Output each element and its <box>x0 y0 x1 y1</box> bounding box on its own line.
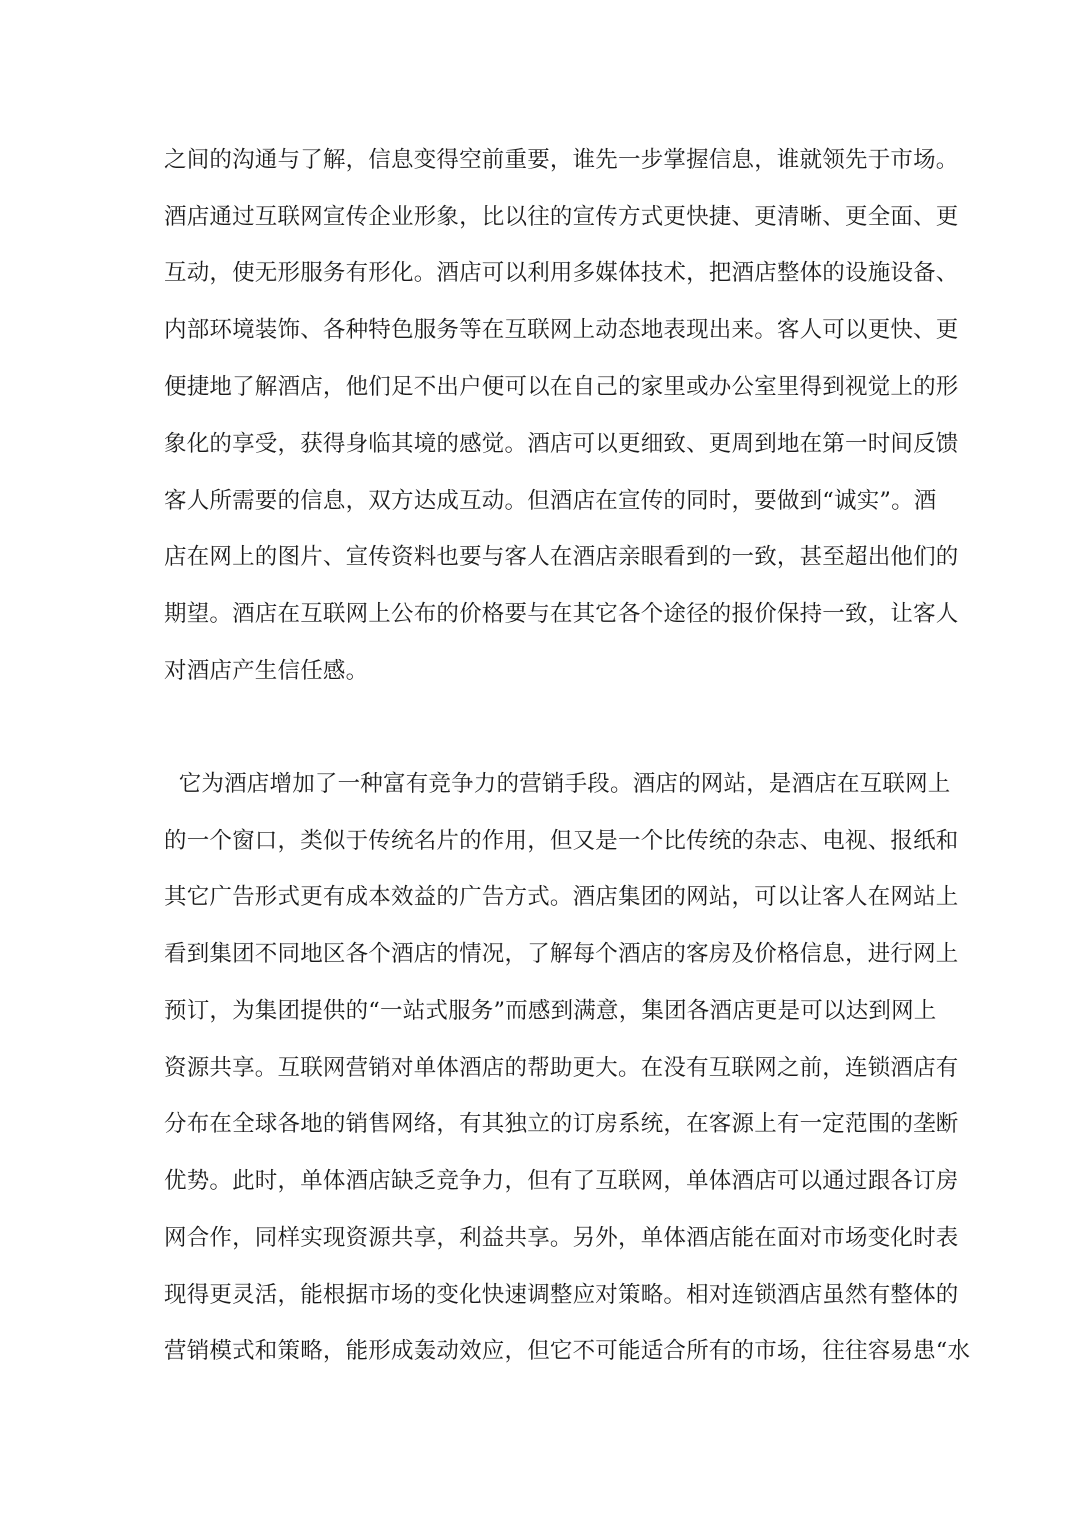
paragraph-1-line: 客人所需要的信息，双方达成互动。但酒店在宣传的同时，要做到“诚实”。酒 <box>164 488 937 514</box>
paragraph-2-line: 其它广告形式更有成本效益的广告方式。酒店集团的网站，可以让客人在网站上 <box>164 884 959 910</box>
paragraph-2-line: 看到集团不同地区各个酒店的情况，了解每个酒店的客房及价格信息，进行网上 <box>164 941 959 967</box>
paragraph-1-line: 对酒店产生信任感。 <box>164 658 369 684</box>
paragraph-2-line: 的一个窗口，类似于传统名片的作用，但又是一个比传统的杂志、电视、报纸和 <box>164 828 959 854</box>
paragraph-2-line: 营销模式和策略，能形成轰动效应，但它不可能适合所有的市场，往往容易患“水 <box>164 1338 971 1364</box>
paragraph-2-line: 预订，为集团提供的“一站式服务”而感到满意，集团各酒店更是可以达到网上 <box>164 998 937 1024</box>
paragraph-1-line: 期望。酒店在互联网上公布的价格要与在其它各个途径的报价保持一致，让客人 <box>164 601 959 627</box>
paragraph-1-line: 便捷地了解酒店，他们足不出户便可以在自己的家里或办公室里得到视觉上的形 <box>164 374 959 400</box>
paragraph-1-line: 象化的享受，获得身临其境的感觉。酒店可以更细致、更周到地在第一时间反馈 <box>164 431 959 457</box>
paragraph-2-line: 分布在全球各地的销售网络，有其独立的订房系统，在客源上有一定范围的垄断 <box>164 1111 959 1137</box>
paragraph-2-line: 现得更灵活，能根据市场的变化快速调整应对策略。相对连锁酒店虽然有整体的 <box>164 1282 959 1308</box>
paragraph-1-line: 酒店通过互联网宣传企业形象，比以往的宣传方式更快捷、更清晰、更全面、更 <box>164 204 959 230</box>
paragraph-2-line: 网合作，同样实现资源共享，利益共享。另外，单体酒店能在面对市场变化时表 <box>164 1225 959 1251</box>
paragraph-1-line: 之间的沟通与了解，信息变得空前重要，谁先一步掌握信息，谁就领先于市场。 <box>164 147 959 173</box>
paragraph-1-line: 内部环境装饰、各种特色服务等在互联网上动态地表现出来。客人可以更快、更 <box>164 317 959 343</box>
paragraph-1-line: 店在网上的图片、宣传资料也要与客人在酒店亲眼看到的一致，甚至超出他们的 <box>164 544 959 570</box>
paragraph-1-line: 互动，使无形服务有形化。酒店可以利用多媒体技术，把酒店整体的设施设备、 <box>164 260 959 286</box>
paragraph-2-line: 优势。此时，单体酒店缺乏竞争力，但有了互联网，单体酒店可以通过跟各订房 <box>164 1168 959 1194</box>
paragraph-2-line: 它为酒店增加了一种富有竞争力的营销手段。酒店的网站，是酒店在互联网上 <box>164 771 951 797</box>
paragraph-2-line: 资源共享。互联网营销对单体酒店的帮助更大。在没有互联网之前，连锁酒店有 <box>164 1055 959 1081</box>
